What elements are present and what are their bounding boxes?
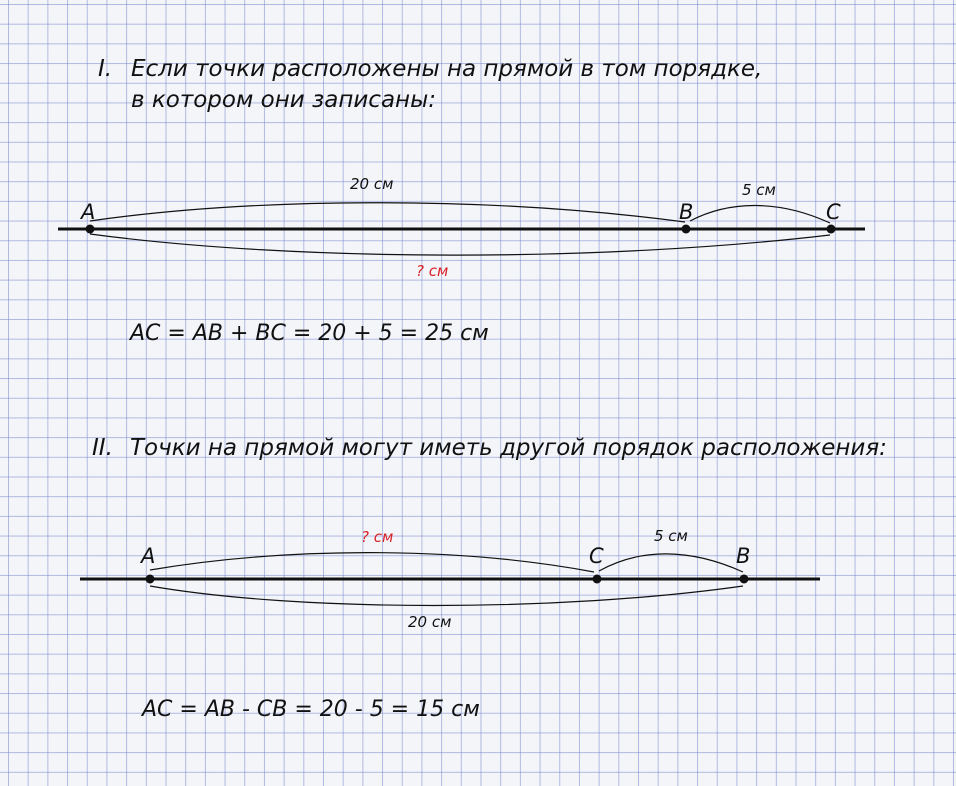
diagram1-label-bc: 5 см — [742, 181, 776, 199]
section2-heading: Точки на прямой могут иметь другой порядок расположения: — [130, 435, 887, 461]
diagram2-point-c — [593, 575, 602, 584]
diagram1-arc-bc — [690, 205, 830, 223]
diagram1-label-b: B — [679, 200, 694, 224]
section1-heading-line2: в котором они записаны: — [131, 87, 436, 113]
section2-formula: AC = AB - CB = 20 - 5 = 15 см — [142, 697, 480, 722]
diagram1-label-ab: 20 см — [350, 175, 394, 193]
section2-numeral: II. — [92, 435, 113, 461]
diagram2-arc-ab — [150, 586, 743, 606]
diagram1-point-a — [86, 225, 95, 234]
diagram2-arc-cb — [599, 554, 743, 572]
section1-numeral: I. — [98, 56, 113, 82]
diagram2-point-a — [146, 575, 155, 584]
diagram2 — [80, 553, 820, 606]
diagram2-label-c: C — [589, 544, 604, 568]
diagram2-point-b — [740, 575, 749, 584]
diagram2-label-b: B — [736, 544, 751, 568]
diagram2-arc-ac — [150, 553, 594, 572]
diagram1-point-b — [682, 225, 691, 234]
diagram2-label-cb: 5 см — [654, 527, 688, 545]
section1-heading-line1: Если точки расположены на прямой в том порядке, — [131, 56, 763, 82]
diagram1 — [58, 203, 865, 255]
diagram1-point-c — [827, 225, 836, 234]
diagram1-label-c: C — [826, 200, 841, 224]
section1-formula: AC = AB + BC = 20 + 5 = 25 см — [130, 321, 489, 346]
diagram2-label-ab: 20 см — [408, 613, 452, 631]
diagram2-label-ac-unknown: ? см — [361, 528, 394, 546]
diagram2-label-a: A — [141, 544, 156, 568]
diagram1-arc-ac — [90, 234, 830, 255]
diagram1-label-ac-unknown: ? см — [416, 262, 449, 280]
diagram1-arc-ab — [90, 203, 685, 222]
diagram1-label-a: A — [81, 200, 96, 224]
